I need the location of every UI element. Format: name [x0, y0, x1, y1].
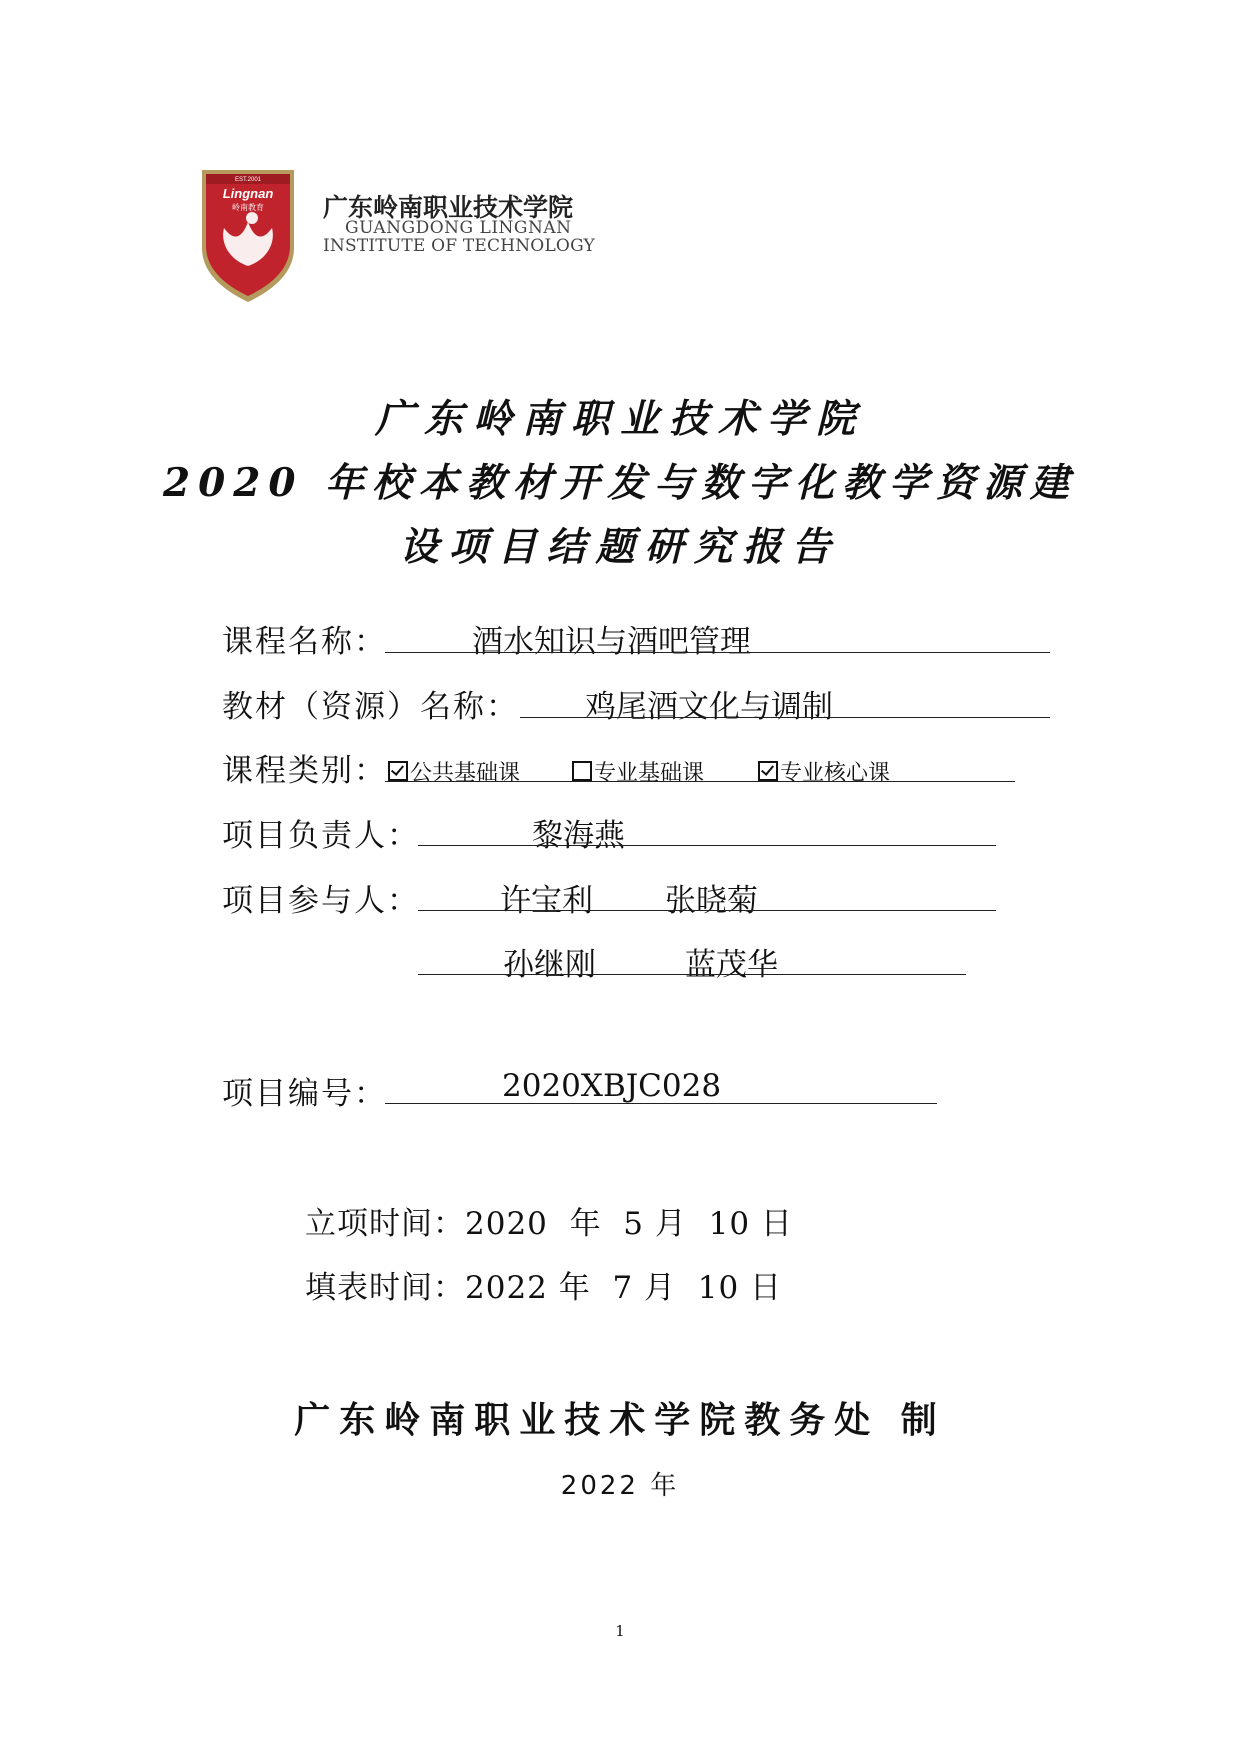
svg-text:岭南教育: 岭南教育 [232, 203, 264, 212]
project-leader-value: 黎海燕 [532, 818, 625, 854]
logo-name-en-line1: GUANGDONG LINGNAN [345, 218, 572, 238]
participants-underline-row2 [418, 974, 966, 975]
approval-date [305, 1198, 793, 1243]
college-logo-shield [200, 168, 296, 304]
category-option-major-core[interactable]: 专业核心课 [758, 756, 890, 787]
project-leader-label: 项目负责人： [222, 818, 420, 854]
participant-name: 许宝利 [500, 883, 593, 919]
project-number-value: 2020XBJC028 [502, 1068, 722, 1104]
report-title-line2: 2020 年校本教材开发与数字化教学资源建 [162, 460, 1078, 506]
approval-date-label: 立项时间： [305, 1206, 465, 1242]
checkbox-unchecked-icon[interactable] [572, 761, 592, 781]
course-category-label: 课程类别： [222, 753, 387, 789]
category-option-public-basic[interactable]: 公共基础课 [388, 756, 520, 787]
svg-text:EST.2001: EST.2001 [234, 177, 262, 183]
svg-text:Lingnan: Lingnan [222, 186, 274, 201]
course-name-value: 酒水知识与酒吧管理 [472, 624, 751, 660]
material-name-value: 鸡尾酒文化与调制 [585, 689, 833, 725]
material-name-label: 教材（资源）名称： [222, 689, 519, 725]
issue-year: 2022 年 [560, 1471, 680, 1501]
course-name-label: 课程名称： [222, 624, 387, 660]
participant-name: 张晓菊 [665, 883, 758, 919]
participants-underline-row1 [418, 910, 996, 911]
report-title-line1: 广东岭南职业技术学院 [374, 396, 865, 442]
approval-date-value: 2020 年 5 月 10 日 [465, 1206, 793, 1242]
course-name-underline [385, 652, 1050, 653]
page-number: 1 [615, 1622, 625, 1640]
filled-date-label: 填表时间： [305, 1270, 465, 1306]
project-number-label: 项目编号： [222, 1076, 387, 1112]
project-number-underline [385, 1103, 937, 1104]
logo-name-en-line2: INSTITUTE OF TECHNOLOGY [323, 236, 595, 256]
participant-name: 蓝茂华 [685, 947, 778, 983]
checkbox-checked-icon[interactable] [388, 761, 408, 781]
category-option-major-basic[interactable]: 专业基础课 [572, 756, 704, 787]
filled-date-value: 2022 年 7 月 10 日 [465, 1270, 783, 1306]
project-leader-underline [418, 845, 996, 846]
participant-name: 孙继刚 [503, 947, 596, 983]
participants-label: 项目参与人： [222, 883, 420, 919]
issuing-office: 广东岭南职业技术学院教务处 制 [294, 1400, 946, 1441]
report-title-line3: 设项目结题研究报告 [399, 524, 841, 570]
course-category-underline [385, 781, 1015, 782]
logo-name-cn: 广东岭南职业技术学院 [323, 193, 574, 222]
material-name-underline [520, 717, 1050, 718]
filled-date [305, 1262, 782, 1307]
checkbox-checked-icon[interactable] [758, 761, 778, 781]
